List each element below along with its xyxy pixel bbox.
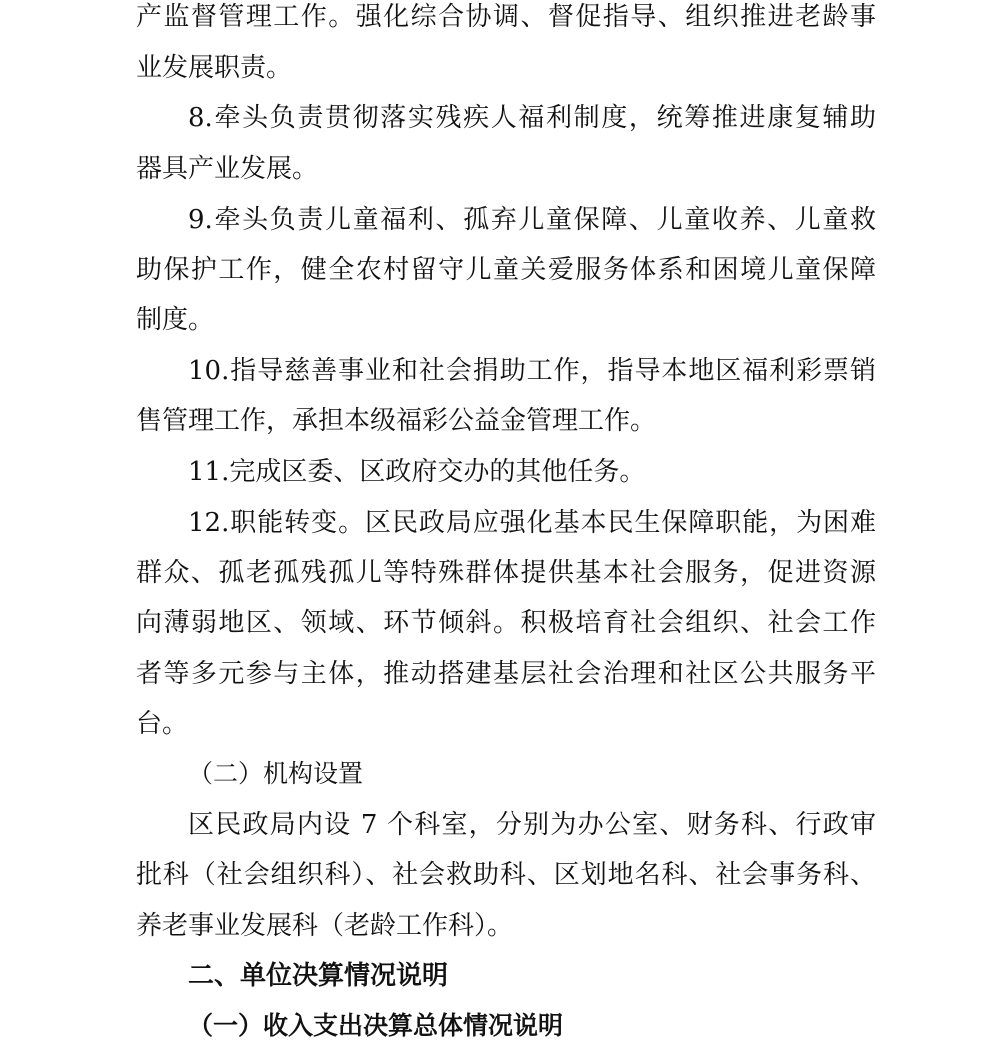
list-item-12: 12.职能转变。区民政局应强化基本民生保障职能，为困难 — [188, 508, 876, 538]
paragraph-line: 制度。 — [136, 305, 215, 335]
section-heading: （一）收入支出决算总体情况说明 — [188, 1011, 564, 1040]
chapter-heading: 二、单位决算情况说明 — [188, 961, 449, 991]
list-item-11: 11.完成区委、区政府交办的其他任务。 — [188, 457, 646, 487]
list-item-9: 9.牵头负责儿童福利、孤弃儿童保障、儿童收养、儿童救 — [188, 205, 876, 235]
paragraph-line: 器具产业发展。 — [136, 154, 319, 184]
paragraph-line: 助保护工作，健全农村留守儿童关爱服务体系和困境儿童保障 — [136, 255, 876, 285]
paragraph-line: 者等多元参与主体，推动搭建基层社会治理和社区公共服务平 — [136, 659, 876, 689]
section-heading: （二）机构设置 — [188, 759, 364, 788]
paragraph-line: 群众、孤老孤残孤儿等特殊群体提供基本社会服务，促进资源 — [136, 558, 876, 588]
paragraph-line: 产监督管理工作。强化综合协调、督促指导、组织推进老龄事 — [136, 2, 876, 32]
list-item-8: 8.牵头负责贯彻落实残疾人福利制度，统筹推进康复辅助 — [188, 103, 876, 133]
paragraph-line: 台。 — [136, 709, 189, 739]
paragraph-line: 养老事业发展科（老龄工作科）。 — [136, 911, 514, 941]
paragraph-line: 售管理工作，承担本级福彩公益金管理工作。 — [136, 406, 657, 436]
paragraph-line: 批科（社会组织科）、社会救助科、区划地名科、社会事务科、 — [136, 860, 876, 890]
paragraph-line: 业发展职责。 — [136, 53, 293, 83]
list-item-10: 10.指导慈善事业和社会捐助工作，指导本地区福利彩票销 — [188, 356, 876, 386]
paragraph-line: 区民政局内设 7 个科室，分别为办公室、财务科、行政审 — [188, 810, 876, 840]
paragraph-line: 向薄弱地区、领域、环节倾斜。积极培育社会组织、社会工作 — [136, 608, 876, 638]
